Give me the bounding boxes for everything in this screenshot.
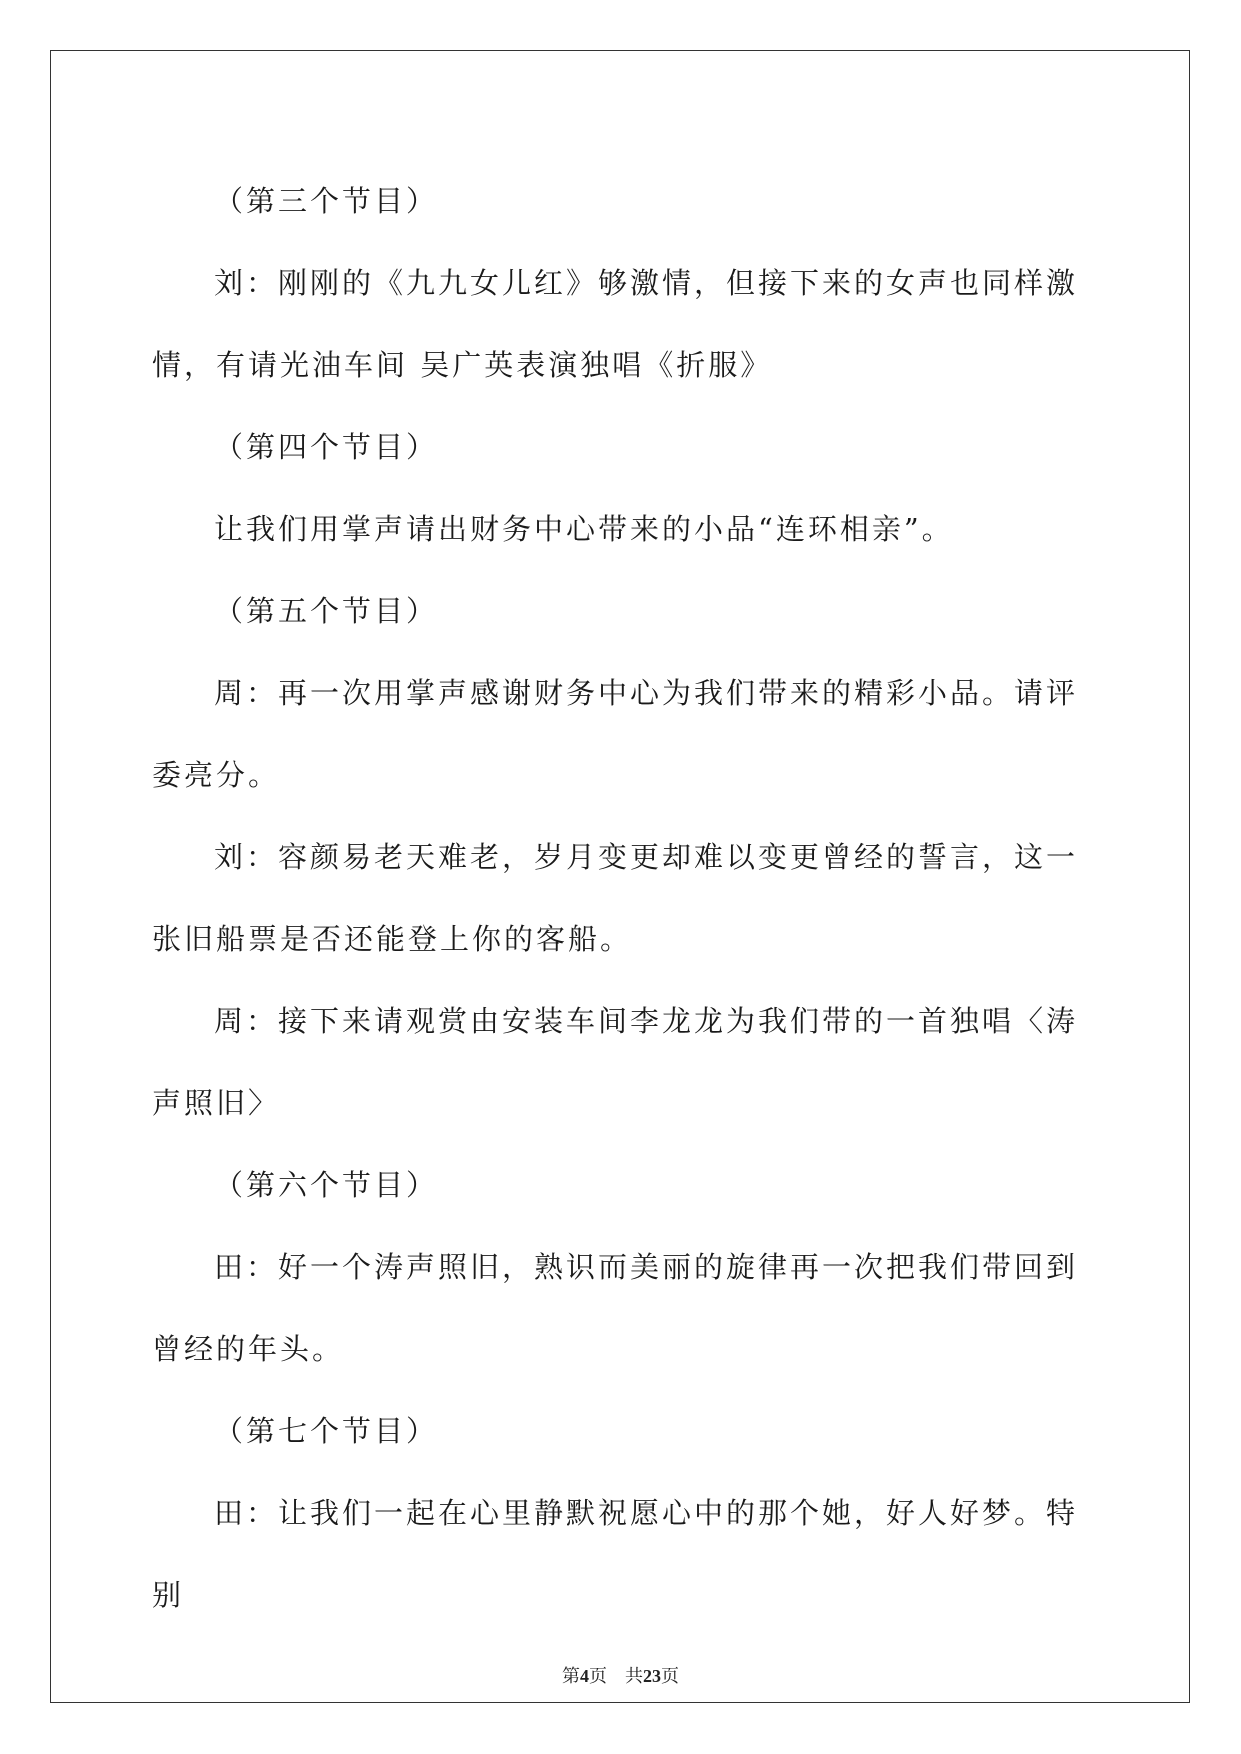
page-number: 4 — [580, 1666, 589, 1686]
program-heading-6: （第六个节目） — [214, 1168, 439, 1202]
host-line-zhou-1: 周：再一次用掌声感谢财务中心为我们带来的精彩小品。请评委亮分。 — [152, 676, 1079, 792]
host-line-liu-1: 刘：刚刚的《九九女儿红》够激情，但接下来的女声也同样激情，有请光油车间 吴广英表演独唱《折服》 — [152, 266, 1079, 382]
program-heading-5: （第五个节目） — [214, 594, 439, 628]
host-line-liu-2: 刘：容颜易老天难老，岁月变更却难以变更曾经的誓言，这一张旧船票是否还能登上你的客船。 — [152, 840, 1079, 956]
page-prefix: 第 — [562, 1666, 580, 1686]
total-prefix: 共 — [625, 1666, 643, 1686]
program-heading-7: （第七个节目） — [214, 1414, 439, 1448]
host-line-tian-2: 田：让我们一起在心里静默祝愿心中的那个她，好人好梦。特别 — [152, 1496, 1079, 1612]
page-suffix: 页 — [589, 1666, 607, 1686]
program-heading-4: （第四个节目） — [214, 430, 439, 464]
host-line-tian-1: 田：好一个涛声照旧，熟识而美丽的旋律再一次把我们带回到曾经的年头。 — [152, 1250, 1079, 1366]
intro-line-skit: 让我们用掌声请出财务中心带来的小品“连环相亲”。 — [214, 512, 954, 546]
host-line-zhou-2: 周：接下来请观赏由安装车间李龙龙为我们带的一首独唱〈涛声照旧〉 — [152, 1004, 1079, 1120]
page-footer — [0, 1662, 1241, 1688]
total-suffix: 页 — [661, 1666, 679, 1686]
document-body — [152, 160, 1092, 1636]
total-pages: 23 — [643, 1666, 661, 1686]
program-heading-3: （第三个节目） — [214, 184, 439, 218]
